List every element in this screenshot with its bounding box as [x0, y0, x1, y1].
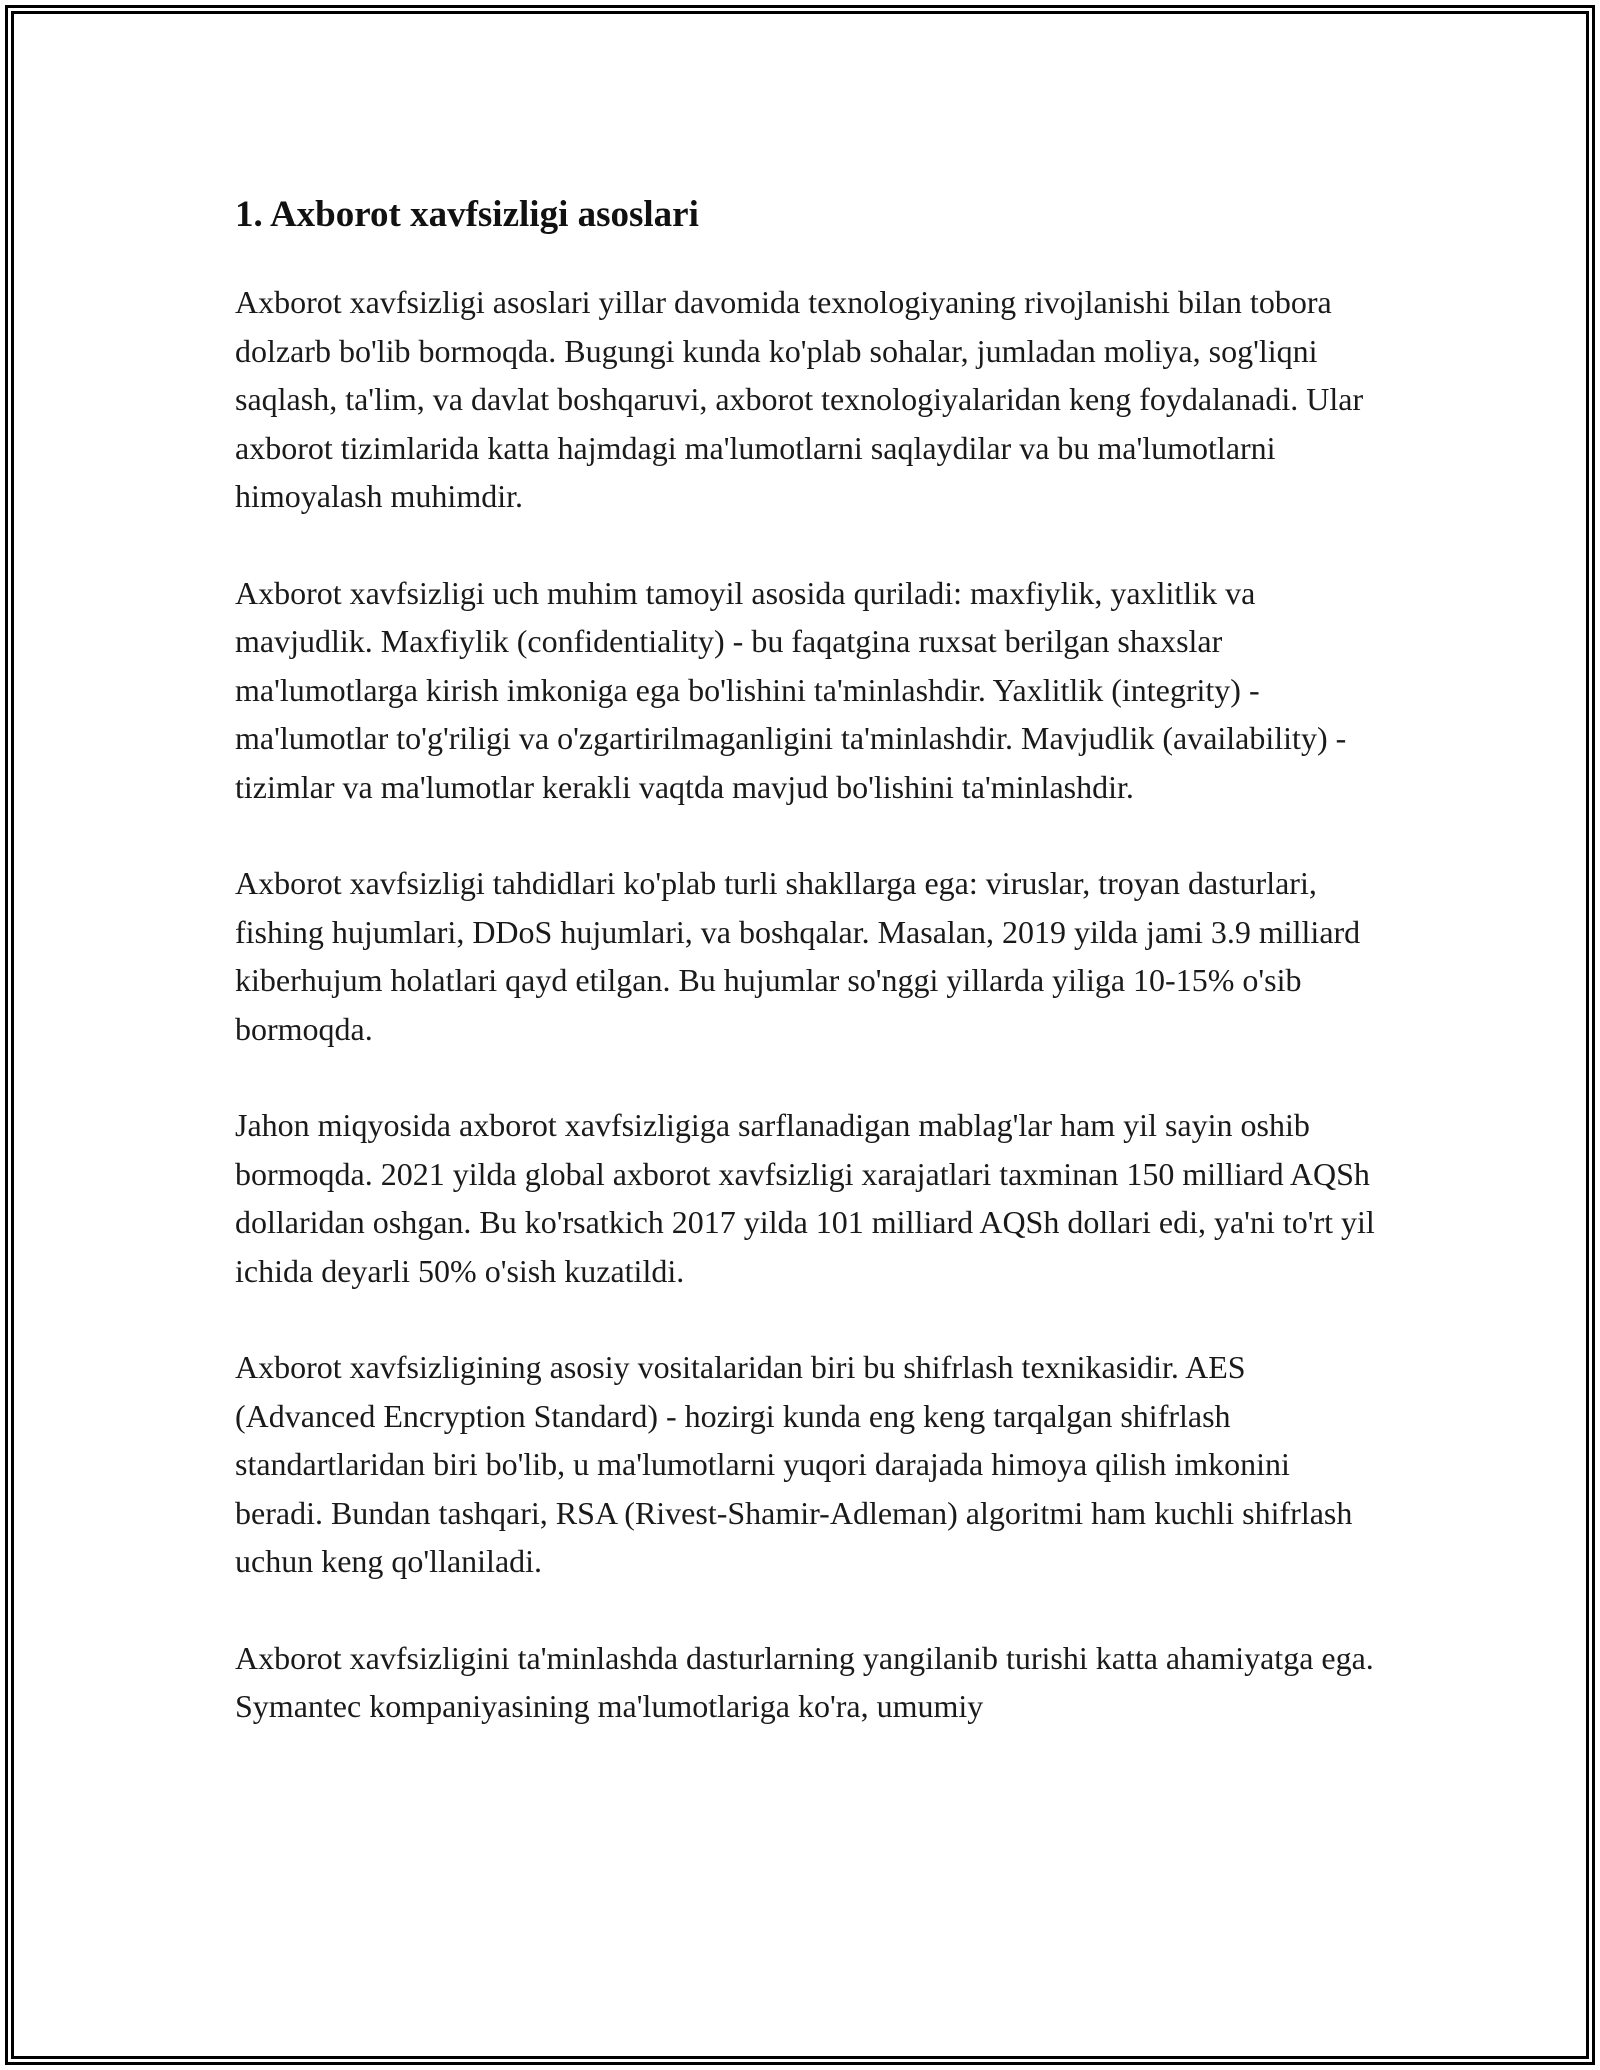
- document-body: [235, 186, 1375, 1779]
- paragraph-principles: Axborot xavfsizligi uch muhim tamoyil asosida quriladi: maxfiylik, yaxlitlik va mavjudlik. Maxfiylik (confidentiality) - bu faqatgina ruxsat berilgan shaxslar ma'lumotlarga kirish imkoniga ega bo'lishini ta'minlashdir. Yaxlitlik (integrity) - ma'lumotlar to'g'riligi va o'zgartirilmaganligini ta'minlashdir. Mavjudlik (availability) - tizimlar va ma'lumotlar kerakli vaqtda mavjud bo'lishini ta'minlashdir.: [235, 574, 1347, 805]
- paragraph-intro: Axborot xavfsizligi asoslari yillar davomida texnologiyaning rivojlanishi bilan tobora dolzarb bo'lib bormoqda. Bugungi kunda ko'plab sohalar, jumladan moliya, sog'liqni saqlash, ta'lim, va davlat boshqaruvi, axborot texnologiyalaridan keng foydalanadi. Ular axborot tizimlarida katta hajmdagi ma'lumotlarni saqlaydilar va bu ma'lumotlarni himoyalash muhimdir.: [235, 284, 1364, 514]
- paragraph-updates: Axborot xavfsizligini ta'minlashda dasturlarning yangilanib turishi katta ahamiyatga ega. Symantec kompaniyasining ma'lumotlariga ko'ra, umumiy: [235, 1639, 1374, 1724]
- section-heading: 1. Axborot xavfsizligi asoslari: [235, 194, 699, 235]
- paragraph-encryption: Axborot xavfsizligining asosiy vositalaridan biri bu shifrlash texnikasidir. AES (Advanced Encryption Standard) - hozirgi kunda eng keng tarqalgan shifrlash standartlaridan biri bo'lib, u ma'lumotlarni yuqori darajada himoya qilish imkonini beradi. Bundan tashqari, RSA (Rivest-Shamir-Adleman) algoritmi ham kuchli shifrlash uchun keng qo'llaniladi.: [235, 1349, 1353, 1579]
- paragraph-threats: Axborot xavfsizligi tahdidlari ko'plab turli shakllarga ega: viruslar, troyan dasturlari, fishing hujumlari, DDoS hujumlari, va boshqalar. Masalan, 2019 yilda jami 3.9 milliard kiberhujum holatlari qayd etilgan. Bu hujumlar so'nggi yillarda yiliga 10-15% o'sib bormoqda.: [235, 865, 1361, 1047]
- paragraph-spending: Jahon miqyosida axborot xavfsizligiga sarflanadigan mablag'lar ham yil sayin oshib bormoqda. 2021 yilda global axborot xavfsizligi xarajatlari taxminan 150 milliard AQSh dollaridan oshgan. Bu ko'rsatkich 2017 yilda 101 milliard AQSh dollari edi, ya'ni to'rt yil ichida deyarli 50% o'sish kuzatildi.: [235, 1107, 1375, 1289]
